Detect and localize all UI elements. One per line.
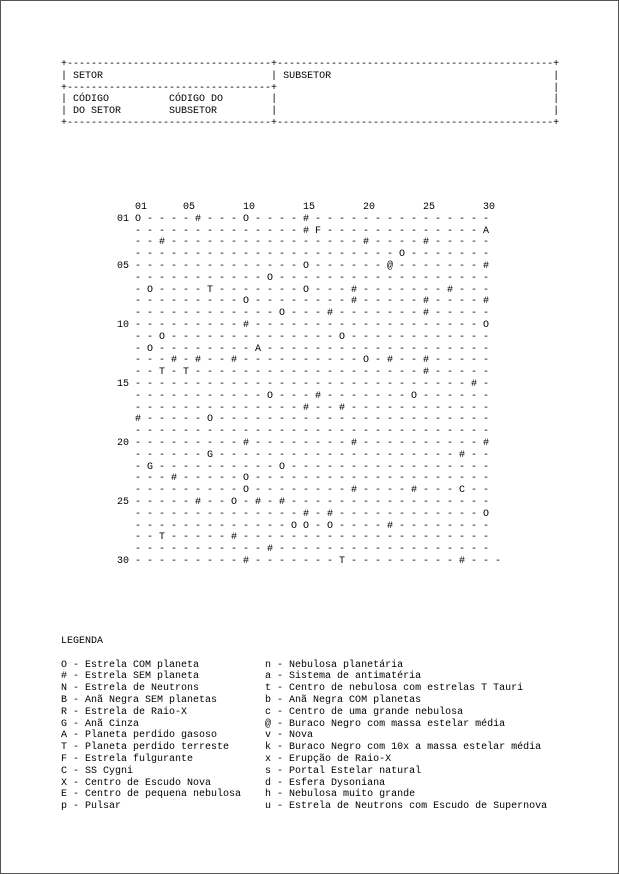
sector-code-label: CÓDIGO [73, 94, 110, 106]
subsector-code-label: CÓDIGO DO [169, 94, 224, 106]
legend-item: h - Nebulosa muito grande [265, 789, 416, 801]
legend-item: G - Anã Cinza [61, 718, 140, 730]
map-row: # - - - - - O - - - - - - - - - - - - - - - - - - - - - - - [117, 414, 490, 426]
legend-item: n - Nebulosa planetária [265, 659, 404, 671]
map-row: - O - - - - - - - - A - - - - - - - - - - - - - - - - - - - [117, 343, 490, 355]
legend-item: A - Planeta perdido gasoso [61, 730, 218, 742]
legend-item: c - Centro de uma grande nebulosa [265, 706, 464, 718]
subsector-code-label: SUBSETOR [169, 106, 218, 118]
subsector-label: SUBSETOR [283, 70, 332, 82]
map-row: - O - - - - T - - - - - - - O - - - # - - - - - - - # - - - [117, 284, 490, 296]
legend-item: R - Estrela de Raio-X [61, 706, 188, 718]
map-row: - - - - - - - - - - - O - - - # - - - - - - - O - - - - - - [117, 390, 490, 402]
legend-item: t - Centro de nebulosa com estrelas T Tauri [265, 683, 524, 695]
map-row: - G - - - - - - - - - - O - - - - - - - - - - - - - - - - - [117, 461, 490, 473]
legend [61, 636, 547, 813]
map-row: 05 - - - - - - - - - - - - - - O - - - - - - @ - - - - - - - # [117, 260, 490, 272]
legend-item: @ - Buraco Negro com massa estelar média [265, 718, 506, 730]
map-row: - - - - - - - - - - - - - - # - - # - - - - - - - - - - - - [117, 402, 490, 414]
legend-item: p - Pulsar [61, 801, 122, 813]
map-row: - - O - - - - - - - - - - - - - - O - - - - - - - - - - - - [117, 331, 490, 343]
map-row: - - - - - - G - - - - - - - - - - - - - - - - - - - - # - - [117, 449, 490, 461]
map-row: 10 - - - - - - - - - # - - - - - - - - - - - - - - - - - - - O [117, 319, 490, 331]
legend-title: LEGENDA [61, 636, 104, 647]
map-row: - - - - - - - - - - - # - - - - - - - - - - - - - - - - - - [117, 544, 490, 556]
map-row: 25 - - - - - # - - O - # - # - - - - - - - - - - - - - - - - - [117, 496, 490, 508]
legend-item: C - SS Cygni [61, 765, 134, 777]
sector-header-box: +----------------------------------+----------------------------------------------+ | SETOR | SUBSETOR | +----------------------------------+ | | CÓDIGO CÓDIGO DO | | | DO SETOR SUBSETOR | | +----------------------------------+----------------------------------------------+ [61, 59, 560, 129]
legend-item: a - Sistema de antimatéria [265, 671, 422, 683]
map-row: 15 - - - - - - - - - - - - - - - - - - - - - - - - - - - - # - [117, 378, 490, 390]
legend-item: # - Estrela SEM planeta [61, 671, 200, 683]
legend-item: s - Portal Estelar natural [265, 765, 422, 777]
legend-item: N - Estrela de Neutrons [61, 683, 200, 695]
legend-item: d - Esfera Dysoniana [265, 777, 386, 789]
map-row: - - - # - # - - # - - - - - - - - - - O - # - - # - - - - - [117, 355, 490, 367]
map-row: - - - - - - - - - - - - - - - - - - - - - - - - - - - - - - [117, 426, 490, 438]
map-row: - - T - T - - - - - - - - - - - - - - - - - - - # - - - - - [117, 367, 490, 379]
map-row: - - - # - - - - - O - - - - - - - - - - - - - - - - - - - - [117, 473, 490, 485]
map-row: - - - - - - - - - - - - O - - - # - - - - - - - # - - - - - [117, 308, 490, 320]
sector-label: SETOR [73, 70, 104, 82]
legend-item: k - Buraco Negro com 10x a massa estelar média [265, 742, 542, 754]
column-numbers: 01 05 10 15 20 25 30 [117, 202, 496, 213]
legend-item: E - Centro de pequena nebulosa [61, 789, 242, 801]
map-row: - - - - - - - - - - - - - - - - - - - - - - O - - - - - - - [117, 249, 490, 261]
legend-item: T - Planeta perdido terreste [61, 742, 230, 754]
legend-item: x - Erupção de Raio-X [265, 753, 392, 765]
map-row: - - - - - - - - - O - - - - - - - - # - - - - - # - - - - # [117, 296, 490, 308]
legend-item: F - Estrela fulgurante [61, 753, 194, 765]
legend-item: b - Anã Negra COM planetas [265, 694, 422, 706]
star-map-grid [117, 202, 501, 568]
map-row: 20 - - - - - - - - - # - - - - - - - - # - - - - - - - - - - # [117, 437, 490, 449]
legend-item: X - Centro de Escudo Nova [61, 777, 212, 789]
legend-item: u - Estrela de Neutrons com Escudo de Supernova [265, 801, 548, 813]
map-row: - - - - - - - - - - - O - - - - - - - - - - - - - - - - - - [117, 272, 490, 284]
map-row: - - # - - - - - - - - - - - - - - - - # - - - - # - - - - - [117, 237, 490, 249]
map-row: - - - - - - - - - - - - - - # - # - - - - - - - - - - - - O [117, 508, 490, 520]
map-row: - - - - - - - - - O - - - - - - - - # - - - - # - - - C - - [117, 485, 490, 497]
sector-code-label: DO SETOR [73, 106, 122, 118]
map-row: - - - - - - - - - - - - - - # F - - - - - - - - - - - - - A [117, 225, 490, 237]
map-row: - - T - - - - - # - - - - - - - - - - - - - - - - - - - - - [117, 532, 490, 544]
legend-item: v - Nova [265, 730, 314, 742]
map-row: 30 - - - - - - - - - # - - - - - - - T - - - - - - - - - # - - - [117, 555, 502, 567]
legend-item: B - Anã Negra SEM planetas [61, 694, 218, 706]
legend-item: O - Estrela COM planeta [61, 659, 200, 671]
map-row: 01 O - - - - # - - - O - - - - # - - - - - - - - - - - - - - - [117, 213, 490, 225]
map-row: - - - - - - - - - - - - - O O - O - - - - # - - - - - - - - [117, 520, 490, 532]
